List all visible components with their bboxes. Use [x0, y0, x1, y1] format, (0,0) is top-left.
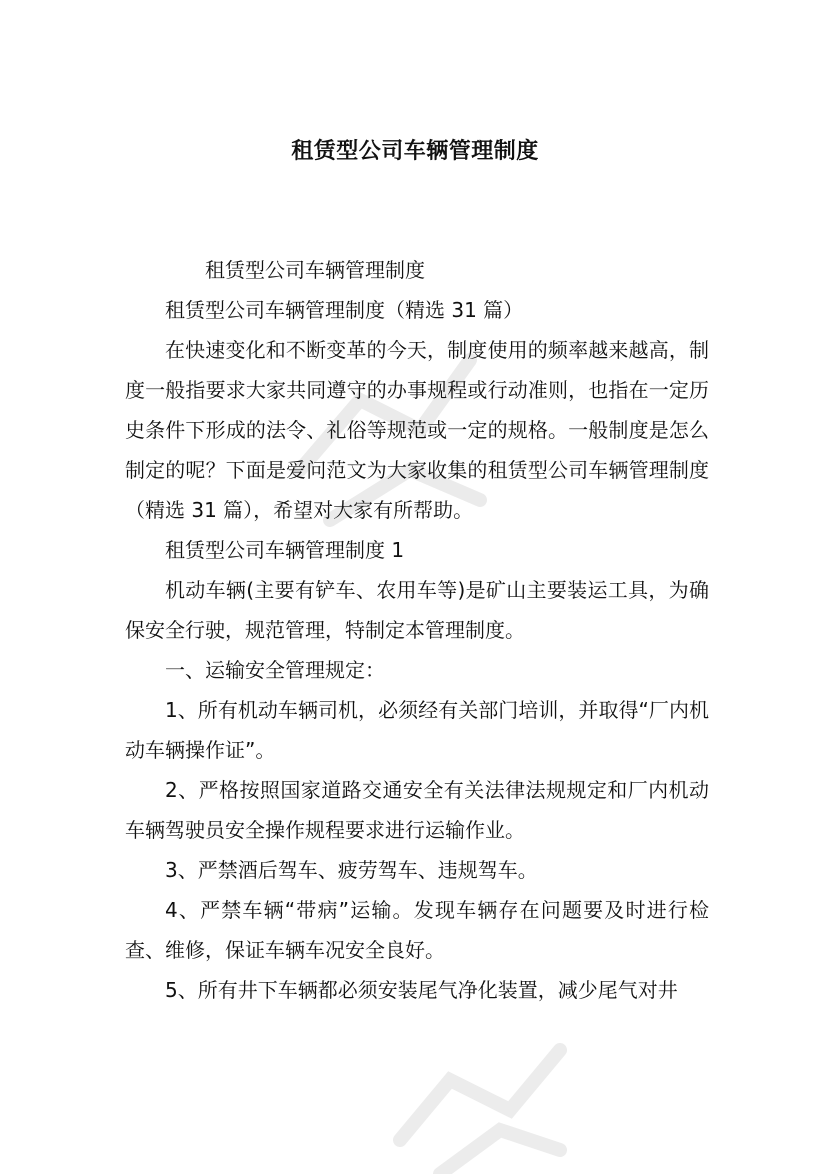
paragraph-section-title: 租赁型公司车辆管理制度 1 — [165, 538, 405, 562]
document-body — [125, 250, 709, 1010]
document-title: 租赁型公司车辆管理制度 — [291, 139, 539, 164]
paragraph-heading-selection: 租赁型公司车辆管理制度（精选 31 篇） — [165, 298, 524, 322]
watermark-shape-lower — [400, 1050, 560, 1174]
paragraph-rule-heading: 一、运输安全管理规定： — [165, 658, 385, 682]
paragraph-rule-1: 1、所有机动车辆司机，必须经有关部门培训，并取得“厂内机动车辆操作证”。 — [125, 698, 709, 762]
paragraph-rule-4: 4、严禁车辆“带病”运输。发现车辆存在问题要及时进行检查、维修，保证车辆车况安全良好。 — [125, 898, 709, 962]
paragraph-subtitle: 租赁型公司车辆管理制度 — [205, 258, 425, 282]
paragraph-rule-2: 2、严格按照国家道路交通安全有关法律法规规定和厂内机动车辆驾驶员安全操作规程要求进行运输作业。 — [125, 778, 709, 842]
paragraph-rule-5: 5、所有井下车辆都必须安装尾气净化装置，减少尾气对井 — [165, 978, 678, 1002]
paragraph-purpose: 机动车辆(主要有铲车、农用车等)是矿山主要装运工具，为确保安全行驶，规范管理，特制定本管理制度。 — [125, 578, 709, 642]
paragraph-rule-3: 3、严禁酒后驾车、疲劳驾车、违规驾车。 — [165, 858, 538, 882]
paragraph-intro: 在快速变化和不断变革的今天，制度使用的频率越来越高，制度一般指要求大家共同遵守的办事规程或行动准则，也指在一定历史条件下形成的法令、礼俗等规范或一定的规格。一般制度是怎么制定的呢？下面是爱问范文为大家收集的租赁型公司车辆管理制度（精选 31 篇），希望对大家有所帮助。 — [125, 338, 709, 522]
